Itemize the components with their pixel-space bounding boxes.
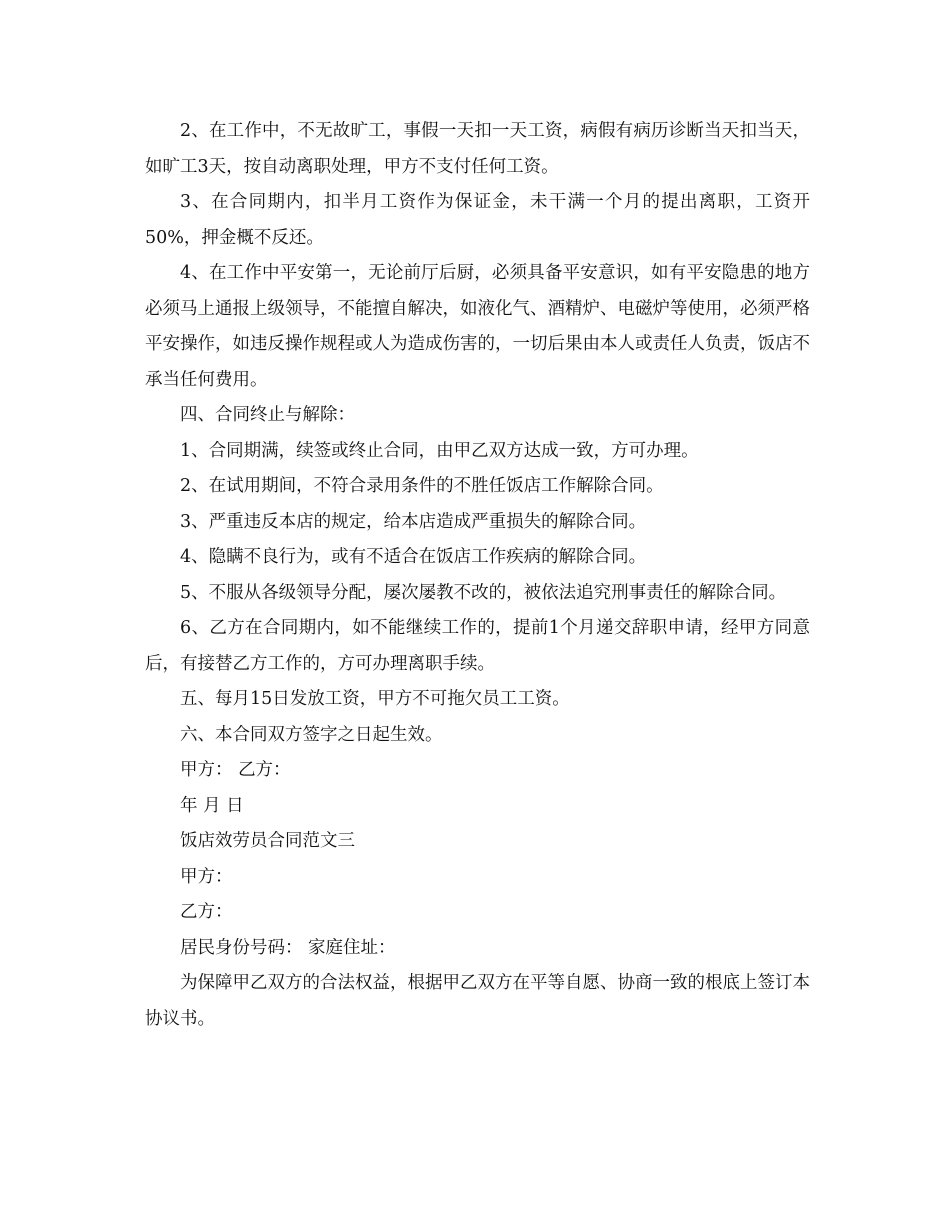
signature-parties: 甲方： 乙方：: [180, 760, 291, 780]
id-address-field: 居民身份号码： 家庭住址：: [180, 937, 396, 958]
termination-item-3: 3、严重违反本店的规定，给本店造成严重损失的解除合同。: [180, 511, 647, 532]
document-body: [145, 114, 810, 1037]
clause-3-deposit: 3、在合同期内，扣半月工资作为保证金，未干满一个月的提出离职，工资开50%，押金概不反还。: [145, 192, 810, 248]
party-b-field: 乙方：: [180, 902, 233, 922]
section-5-payday: 五、每月15日发放工资，甲方不可拖欠员工工资。: [180, 689, 570, 709]
party-a-field: 甲方：: [180, 866, 233, 887]
termination-item-5: 5、不服从各级领导分配，屡次屡教不改的，被依法追究刑事责任的解除合同。: [180, 582, 787, 603]
termination-item-1: 1、合同期满，续签或终止合同，由甲乙双方达成一致，方可办理。: [180, 440, 699, 461]
preamble-paragraph: 为保障甲乙双方的合法权益，根据甲乙双方在平等自愿、协商一致的根底上签订本协议书。: [145, 973, 810, 1029]
termination-item-6: 6、乙方在合同期内，如不能继续工作的，提前1个月递交辞职申请，经甲方同意后，有接替乙方工作的，方可办理离职手续。: [145, 618, 810, 674]
contract-3-title: 饭店效劳员合同范文三: [180, 831, 355, 851]
section-6-effective: 六、本合同双方签字之日起生效。: [180, 724, 443, 745]
clause-4-safety: 4、在工作中平安第一，无论前厅后厨，必须具备平安意识，如有平安隐患的地方必须马上通报上级领导，不能擅自解决，如液化气、酒精炉、电磁炉等使用，必须严格平安操作，如违反操作规程或人为造成伤害的，一切后果由本人或责任人负责，饭店不承当任何费用。: [145, 263, 810, 390]
section-4-heading: 四、合同终止与解除：: [180, 405, 355, 425]
termination-item-2: 2、在试用期间，不符合录用条件的不胜任饭店工作解除合同。: [180, 476, 664, 496]
termination-item-4: 4、隐瞒不良行为，或有不适合在饭店工作疾病的解除合同。: [180, 547, 647, 567]
clause-2-absence: 2、在工作中，不无故旷工，事假一天扣一天工资，病假有病历诊断当天扣当天，如旷工3天，按自动离职处理，甲方不支付任何工资。: [145, 121, 810, 177]
signature-date: 年 月 日: [180, 795, 244, 816]
